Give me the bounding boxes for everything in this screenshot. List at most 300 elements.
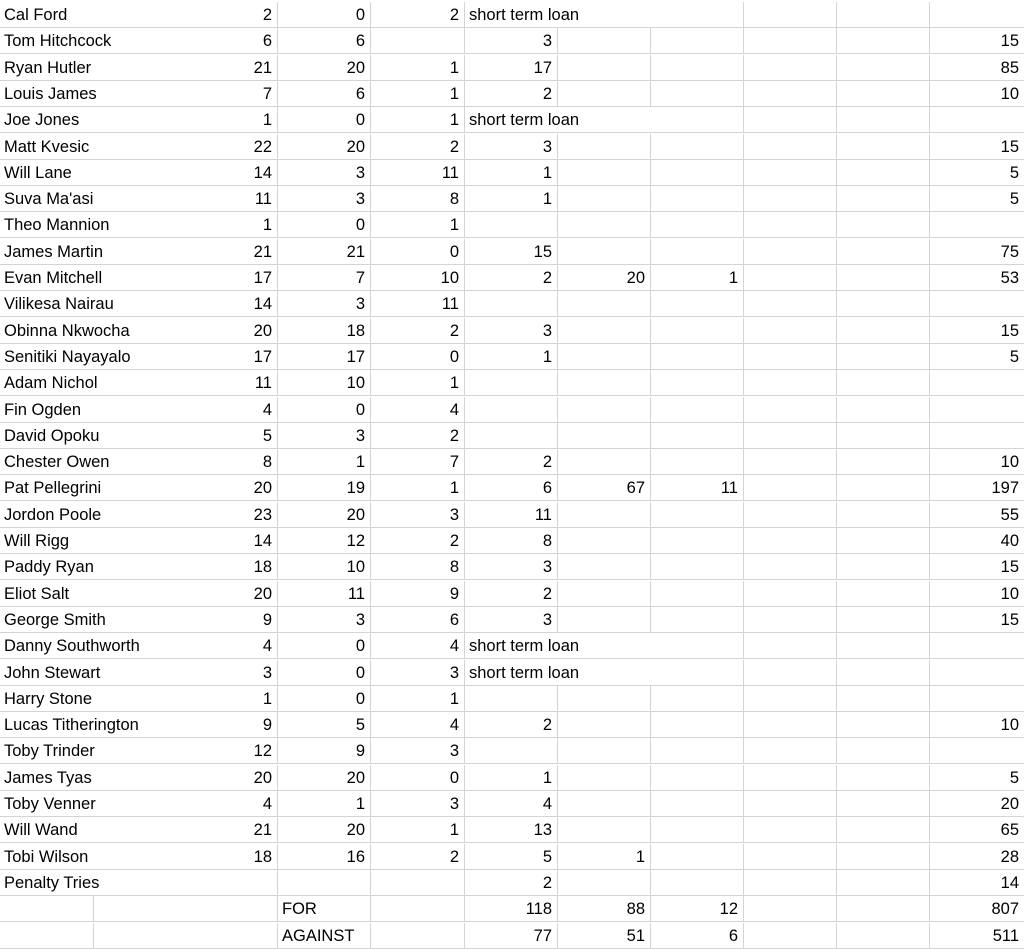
cell-d[interactable]: 2 xyxy=(465,449,558,474)
player-name-cell[interactable]: Penalty Tries xyxy=(4,873,100,892)
cell-f[interactable] xyxy=(651,186,744,211)
cell-d[interactable]: 11 xyxy=(465,502,558,527)
cell-a[interactable]: 3 xyxy=(94,660,278,685)
cell-f[interactable] xyxy=(651,423,744,448)
player-name-cell[interactable]: James Martin xyxy=(4,242,104,261)
cell-d[interactable]: 1 xyxy=(465,344,558,369)
cell-a[interactable]: 11 xyxy=(94,186,278,211)
cell-d[interactable]: 1 xyxy=(465,186,558,211)
cell-b[interactable]: 20 xyxy=(278,134,371,159)
cell-c[interactable]: 1 xyxy=(371,107,465,132)
cell-d[interactable]: 2 xyxy=(465,81,558,106)
cell-c[interactable]: 11 xyxy=(371,291,465,316)
cell-g[interactable] xyxy=(744,344,837,369)
empty-cell[interactable] xyxy=(837,2,930,27)
cell-f[interactable] xyxy=(651,397,744,422)
cell-h[interactable] xyxy=(930,370,1024,395)
cell-g[interactable] xyxy=(744,423,837,448)
empty-cell[interactable] xyxy=(0,896,94,921)
cell-e[interactable] xyxy=(558,423,651,448)
cell-h[interactable]: 15 xyxy=(1000,137,1019,156)
cell-a[interactable]: 14 xyxy=(94,528,278,553)
cell-f[interactable] xyxy=(651,370,744,395)
cell-h[interactable]: 15 xyxy=(1000,321,1019,340)
cell-b[interactable]: 3 xyxy=(278,186,371,211)
cell-e[interactable]: 20 xyxy=(558,265,651,290)
cell-h[interactable] xyxy=(930,397,1024,422)
cell-g[interactable] xyxy=(744,554,837,579)
cell-f[interactable] xyxy=(651,791,744,816)
cell-d[interactable]: 2 xyxy=(465,870,558,895)
cell-h[interactable] xyxy=(930,738,1024,763)
cell-h[interactable] xyxy=(930,686,1024,711)
cell-e[interactable]: 67 xyxy=(558,475,651,500)
cell-c[interactable]: 2 xyxy=(371,423,465,448)
cell-c[interactable]: 10 xyxy=(371,265,465,290)
cell-h[interactable] xyxy=(930,107,1024,132)
cell-c[interactable]: 11 xyxy=(371,160,465,185)
cell-c[interactable]: 1 xyxy=(371,817,465,842)
cell-f[interactable] xyxy=(651,212,744,237)
cell-a[interactable]: 14 xyxy=(94,291,278,316)
cell-a[interactable]: 18 xyxy=(94,554,278,579)
empty-cell[interactable] xyxy=(837,186,930,211)
cell-b[interactable]: 21 xyxy=(278,239,371,264)
cell-f[interactable]: 12 xyxy=(651,896,744,921)
player-name-cell[interactable]: Louis James xyxy=(4,84,97,103)
cell-e[interactable] xyxy=(558,502,651,527)
cell-e[interactable] xyxy=(558,134,651,159)
cell-c[interactable]: 4 xyxy=(371,397,465,422)
empty-cell[interactable] xyxy=(837,607,930,632)
cell-e[interactable]: 1 xyxy=(558,844,651,869)
player-name-cell[interactable]: Pat Pellegrini xyxy=(4,479,102,498)
cell-d[interactable] xyxy=(465,686,558,711)
cell-g[interactable] xyxy=(744,844,837,869)
cell-c[interactable]: 1 xyxy=(371,475,465,500)
cell-a[interactable]: 12 xyxy=(94,738,278,763)
cell-c[interactable] xyxy=(371,28,465,53)
cell-b[interactable]: 20 xyxy=(278,817,371,842)
cell-f[interactable]: 6 xyxy=(651,923,744,948)
cell-a[interactable]: 20 xyxy=(94,318,278,343)
cell-h[interactable]: 10 xyxy=(1000,84,1019,103)
cell-e[interactable] xyxy=(558,765,651,790)
player-name-cell[interactable]: Ryan Hutler xyxy=(4,58,92,77)
cell-d[interactable]: 17 xyxy=(465,55,558,80)
player-name-cell[interactable]: Tobi Wilson xyxy=(4,847,89,866)
cell-e[interactable] xyxy=(558,607,651,632)
cell-a[interactable]: 5 xyxy=(94,423,278,448)
cell-f[interactable] xyxy=(651,633,744,658)
cell-d[interactable] xyxy=(465,423,558,448)
player-name-cell[interactable]: Jordon Poole xyxy=(4,505,102,524)
player-name-cell[interactable]: Joe Jones xyxy=(4,111,80,130)
cell-h[interactable]: 5 xyxy=(1009,347,1019,366)
empty-cell[interactable] xyxy=(744,923,837,948)
empty-cell[interactable] xyxy=(837,344,930,369)
cell-b[interactable]: 3 xyxy=(278,607,371,632)
cell-b[interactable]: 18 xyxy=(278,318,371,343)
cell-a[interactable]: 20 xyxy=(94,765,278,790)
cell-c[interactable]: 4 xyxy=(371,712,465,737)
cell-e[interactable] xyxy=(558,28,651,53)
cell-e[interactable] xyxy=(558,791,651,816)
cell-f[interactable] xyxy=(651,55,744,80)
cell-d[interactable]: 1 xyxy=(465,160,558,185)
cell-d[interactable]: 5 xyxy=(465,844,558,869)
cell-e[interactable] xyxy=(558,817,651,842)
cell-c[interactable]: 4 xyxy=(371,633,465,658)
cell-g[interactable] xyxy=(744,291,837,316)
player-name-cell[interactable]: Will Wand xyxy=(4,821,78,840)
cell-b[interactable]: 5 xyxy=(278,712,371,737)
empty-cell[interactable] xyxy=(837,738,930,763)
cell-c[interactable]: 1 xyxy=(371,81,465,106)
cell-d[interactable]: 118 xyxy=(465,896,558,921)
cell-b[interactable]: 6 xyxy=(278,81,371,106)
cell-f[interactable] xyxy=(651,107,744,132)
player-name-cell[interactable]: Fin Ogden xyxy=(4,400,82,419)
empty-cell[interactable] xyxy=(837,475,930,500)
cell-g[interactable] xyxy=(744,134,837,159)
cell-g[interactable] xyxy=(744,160,837,185)
cell-b[interactable]: 1 xyxy=(278,791,371,816)
cell-f[interactable] xyxy=(651,581,744,606)
cell-h[interactable]: 28 xyxy=(1000,847,1019,866)
cell-e[interactable]: 51 xyxy=(558,923,651,948)
empty-cell[interactable] xyxy=(94,923,278,948)
cell-f[interactable] xyxy=(651,765,744,790)
cell-g[interactable] xyxy=(744,633,837,658)
empty-cell[interactable] xyxy=(837,55,930,80)
cell-a[interactable]: 14 xyxy=(94,160,278,185)
cell-d[interactable]: 4 xyxy=(465,791,558,816)
cell-a[interactable]: 18 xyxy=(94,844,278,869)
empty-cell[interactable] xyxy=(837,712,930,737)
cell-f[interactable] xyxy=(651,134,744,159)
cell-f[interactable] xyxy=(651,2,744,27)
cell-e[interactable] xyxy=(558,81,651,106)
cell-e[interactable] xyxy=(558,528,651,553)
cell-h[interactable] xyxy=(930,633,1024,658)
empty-cell[interactable] xyxy=(837,870,930,895)
cell-a[interactable]: 9 xyxy=(94,607,278,632)
cell-e[interactable] xyxy=(558,738,651,763)
cell-a[interactable]: 17 xyxy=(94,265,278,290)
cell-h[interactable]: 10 xyxy=(1000,453,1019,472)
empty-cell[interactable] xyxy=(837,449,930,474)
cell-g[interactable] xyxy=(744,765,837,790)
cell-g[interactable] xyxy=(744,81,837,106)
cell-c[interactable] xyxy=(371,870,465,895)
cell-c[interactable]: 8 xyxy=(371,554,465,579)
player-name-cell[interactable]: Senitiki Nayayalo xyxy=(4,347,131,366)
cell-h[interactable]: 75 xyxy=(1000,242,1019,261)
cell-c[interactable]: 1 xyxy=(371,212,465,237)
cell-a[interactable]: 4 xyxy=(94,791,278,816)
cell-a[interactable]: 11 xyxy=(94,370,278,395)
cell-b[interactable]: 19 xyxy=(278,475,371,500)
empty-cell[interactable] xyxy=(837,291,930,316)
player-name-cell[interactable]: Eliot Salt xyxy=(4,584,70,603)
cell-h[interactable] xyxy=(930,212,1024,237)
empty-cell[interactable] xyxy=(837,923,930,948)
empty-cell[interactable] xyxy=(837,81,930,106)
cell-a[interactable]: 17 xyxy=(94,344,278,369)
empty-cell[interactable] xyxy=(837,633,930,658)
empty-cell[interactable] xyxy=(837,397,930,422)
cell-a[interactable]: 23 xyxy=(94,502,278,527)
cell-d[interactable]: 15 xyxy=(465,239,558,264)
empty-cell[interactable] xyxy=(837,370,930,395)
player-name-cell[interactable]: Evan Mitchell xyxy=(4,269,103,287)
cell-g[interactable] xyxy=(744,686,837,711)
cell-h[interactable]: 15 xyxy=(1000,558,1019,577)
cell-a[interactable]: 22 xyxy=(94,134,278,159)
cell-c[interactable]: 3 xyxy=(371,791,465,816)
cell-f[interactable] xyxy=(651,817,744,842)
cell-d[interactable]: 13 xyxy=(465,817,558,842)
cell-e[interactable] xyxy=(558,370,651,395)
cell-g[interactable] xyxy=(744,528,837,553)
cell-d[interactable]: 3 xyxy=(465,554,558,579)
cell-e[interactable] xyxy=(558,318,651,343)
cell-d[interactable]: 6 xyxy=(465,475,558,500)
cell-f[interactable] xyxy=(651,291,744,316)
empty-cell[interactable] xyxy=(0,923,94,948)
cell-c[interactable]: 3 xyxy=(371,660,465,685)
cell-f[interactable] xyxy=(651,528,744,553)
cell-c[interactable]: 9 xyxy=(371,581,465,606)
cell-g[interactable] xyxy=(744,581,837,606)
cell-h[interactable]: 511 xyxy=(992,926,1019,945)
player-name-cell[interactable]: Danny Southworth xyxy=(4,637,140,656)
cell-g[interactable] xyxy=(744,449,837,474)
cell-d[interactable] xyxy=(465,370,558,395)
cell-h[interactable]: 15 xyxy=(1000,32,1019,51)
cell-c[interactable]: 2 xyxy=(371,844,465,869)
cell-e[interactable] xyxy=(558,55,651,80)
cell-c[interactable]: 8 xyxy=(371,186,465,211)
player-name-cell[interactable]: Theo Mannion xyxy=(4,216,110,235)
cell-b[interactable]: 10 xyxy=(278,554,371,579)
cell-b[interactable]: 3 xyxy=(278,423,371,448)
cell-g[interactable] xyxy=(744,2,837,27)
cell-f[interactable] xyxy=(651,318,744,343)
cell-h[interactable] xyxy=(930,2,1024,27)
cell-d[interactable]: short term loan xyxy=(465,660,651,685)
cell-e[interactable] xyxy=(558,581,651,606)
cell-h[interactable] xyxy=(930,423,1024,448)
cell-d[interactable]: short term loan xyxy=(465,633,651,658)
cell-a[interactable]: 7 xyxy=(94,81,278,106)
empty-cell[interactable] xyxy=(371,923,465,948)
cell-g[interactable] xyxy=(744,607,837,632)
cell-a[interactable]: 1 xyxy=(94,212,278,237)
cell-f[interactable] xyxy=(651,844,744,869)
empty-cell[interactable] xyxy=(837,686,930,711)
cell-g[interactable] xyxy=(744,107,837,132)
cell-e[interactable] xyxy=(558,397,651,422)
cell-a[interactable]: 20 xyxy=(94,581,278,606)
cell-d[interactable]: 3 xyxy=(465,318,558,343)
cell-c[interactable]: 3 xyxy=(371,738,465,763)
cell-d[interactable] xyxy=(465,738,558,763)
cell-d[interactable]: 8 xyxy=(465,528,558,553)
empty-cell[interactable] xyxy=(837,265,930,290)
cell-g[interactable] xyxy=(744,265,837,290)
cell-b[interactable]: 17 xyxy=(278,344,371,369)
cell-h[interactable]: 10 xyxy=(1000,584,1019,603)
cell-b[interactable]: 0 xyxy=(278,107,371,132)
cell-d[interactable]: 3 xyxy=(465,134,558,159)
empty-cell[interactable] xyxy=(837,212,930,237)
empty-cell[interactable] xyxy=(837,817,930,842)
cell-h[interactable]: 5 xyxy=(1009,163,1019,182)
cell-e[interactable] xyxy=(558,239,651,264)
empty-cell[interactable] xyxy=(837,660,930,685)
cell-h[interactable] xyxy=(930,291,1024,316)
cell-f[interactable] xyxy=(651,607,744,632)
empty-cell[interactable] xyxy=(837,844,930,869)
cell-d[interactable] xyxy=(465,212,558,237)
cell-a[interactable]: 4 xyxy=(94,397,278,422)
empty-cell[interactable] xyxy=(837,791,930,816)
cell-g[interactable] xyxy=(744,738,837,763)
empty-cell[interactable] xyxy=(837,502,930,527)
cell-e[interactable] xyxy=(558,554,651,579)
cell-c[interactable]: 1 xyxy=(371,55,465,80)
cell-b[interactable]: 20 xyxy=(278,55,371,80)
cell-h[interactable]: 197 xyxy=(991,479,1019,498)
cell-g[interactable] xyxy=(744,791,837,816)
cell-b[interactable]: 0 xyxy=(278,2,371,27)
cell-h[interactable]: 10 xyxy=(1000,716,1019,735)
cell-g[interactable] xyxy=(744,370,837,395)
cell-c[interactable]: 2 xyxy=(371,528,465,553)
cell-b[interactable]: 6 xyxy=(278,28,371,53)
player-name-cell[interactable]: Will Rigg xyxy=(4,532,70,550)
cell-d[interactable]: 2 xyxy=(465,581,558,606)
cell-h[interactable]: 14 xyxy=(1000,873,1019,892)
cell-b[interactable]: 10 xyxy=(278,370,371,395)
cell-e[interactable] xyxy=(558,686,651,711)
empty-cell[interactable] xyxy=(837,134,930,159)
cell-a[interactable]: 1 xyxy=(94,107,278,132)
empty-cell[interactable] xyxy=(837,28,930,53)
empty-cell[interactable] xyxy=(837,581,930,606)
player-name-cell[interactable]: David Opoku xyxy=(4,426,100,445)
cell-d[interactable]: 1 xyxy=(465,765,558,790)
cell-f[interactable]: 1 xyxy=(651,265,744,290)
cell-c[interactable]: 1 xyxy=(371,686,465,711)
cell-e[interactable] xyxy=(558,291,651,316)
cell-b[interactable]: 3 xyxy=(278,291,371,316)
cell-g[interactable] xyxy=(744,817,837,842)
player-name-cell[interactable]: Toby Venner xyxy=(4,795,96,813)
cell-a[interactable]: 2 xyxy=(94,2,278,27)
cell-d[interactable] xyxy=(465,291,558,316)
cell-h[interactable]: 65 xyxy=(1000,821,1019,840)
cell-d[interactable]: 77 xyxy=(465,923,558,948)
cell-h[interactable]: 5 xyxy=(1009,190,1019,209)
cell-c[interactable]: 6 xyxy=(371,607,465,632)
empty-cell[interactable] xyxy=(837,107,930,132)
totals-label[interactable]: FOR xyxy=(278,896,371,921)
cell-d[interactable]: 2 xyxy=(465,712,558,737)
totals-label[interactable]: AGAINST xyxy=(278,923,371,948)
cell-e[interactable] xyxy=(558,186,651,211)
empty-cell[interactable] xyxy=(837,896,930,921)
cell-b[interactable]: 20 xyxy=(278,765,371,790)
empty-cell[interactable] xyxy=(837,318,930,343)
player-name-cell[interactable]: Will Lane xyxy=(4,163,72,182)
cell-g[interactable] xyxy=(744,55,837,80)
cell-d[interactable]: 3 xyxy=(465,607,558,632)
player-name-cell[interactable]: Adam Nichol xyxy=(4,374,98,393)
cell-b[interactable]: 11 xyxy=(278,581,371,606)
cell-c[interactable]: 7 xyxy=(371,449,465,474)
player-name-cell[interactable]: Obinna Nkwocha xyxy=(4,321,130,340)
empty-cell[interactable] xyxy=(837,554,930,579)
cell-h[interactable]: 15 xyxy=(1000,610,1019,629)
empty-cell[interactable] xyxy=(837,528,930,553)
cell-b[interactable] xyxy=(278,870,371,895)
cell-f[interactable]: 11 xyxy=(651,475,744,500)
cell-e[interactable] xyxy=(558,449,651,474)
cell-h[interactable]: 807 xyxy=(991,900,1019,919)
cell-e[interactable] xyxy=(558,212,651,237)
cell-b[interactable]: 7 xyxy=(278,265,371,290)
cell-g[interactable] xyxy=(744,186,837,211)
cell-a[interactable]: 20 xyxy=(94,475,278,500)
cell-f[interactable] xyxy=(651,81,744,106)
cell-g[interactable] xyxy=(744,28,837,53)
cell-h[interactable]: 40 xyxy=(1000,532,1019,550)
cell-c[interactable]: 2 xyxy=(371,318,465,343)
cell-f[interactable] xyxy=(651,160,744,185)
cell-a[interactable]: 21 xyxy=(94,817,278,842)
empty-cell[interactable] xyxy=(837,765,930,790)
player-name-cell[interactable]: John Stewart xyxy=(4,663,101,682)
cell-h[interactable]: 53 xyxy=(1000,269,1019,287)
player-name-cell[interactable]: Harry Stone xyxy=(4,689,93,708)
empty-cell[interactable] xyxy=(837,423,930,448)
cell-b[interactable]: 0 xyxy=(278,686,371,711)
cell-d[interactable]: short term loan xyxy=(465,2,651,27)
cell-b[interactable]: 16 xyxy=(278,844,371,869)
cell-h[interactable]: 5 xyxy=(1009,768,1019,787)
cell-h[interactable]: 55 xyxy=(1000,505,1019,524)
cell-a[interactable]: 21 xyxy=(94,239,278,264)
cell-a[interactable]: 1 xyxy=(94,686,278,711)
cell-h[interactable] xyxy=(930,660,1024,685)
cell-e[interactable] xyxy=(558,712,651,737)
cell-b[interactable]: 3 xyxy=(278,160,371,185)
cell-a[interactable]: 8 xyxy=(94,449,278,474)
cell-c[interactable]: 1 xyxy=(371,370,465,395)
empty-cell[interactable] xyxy=(744,896,837,921)
cell-f[interactable] xyxy=(651,660,744,685)
cell-b[interactable]: 0 xyxy=(278,633,371,658)
cell-c[interactable]: 0 xyxy=(371,344,465,369)
cell-g[interactable] xyxy=(744,318,837,343)
cell-g[interactable] xyxy=(744,712,837,737)
cell-c[interactable]: 0 xyxy=(371,765,465,790)
cell-b[interactable]: 0 xyxy=(278,397,371,422)
cell-f[interactable] xyxy=(651,712,744,737)
